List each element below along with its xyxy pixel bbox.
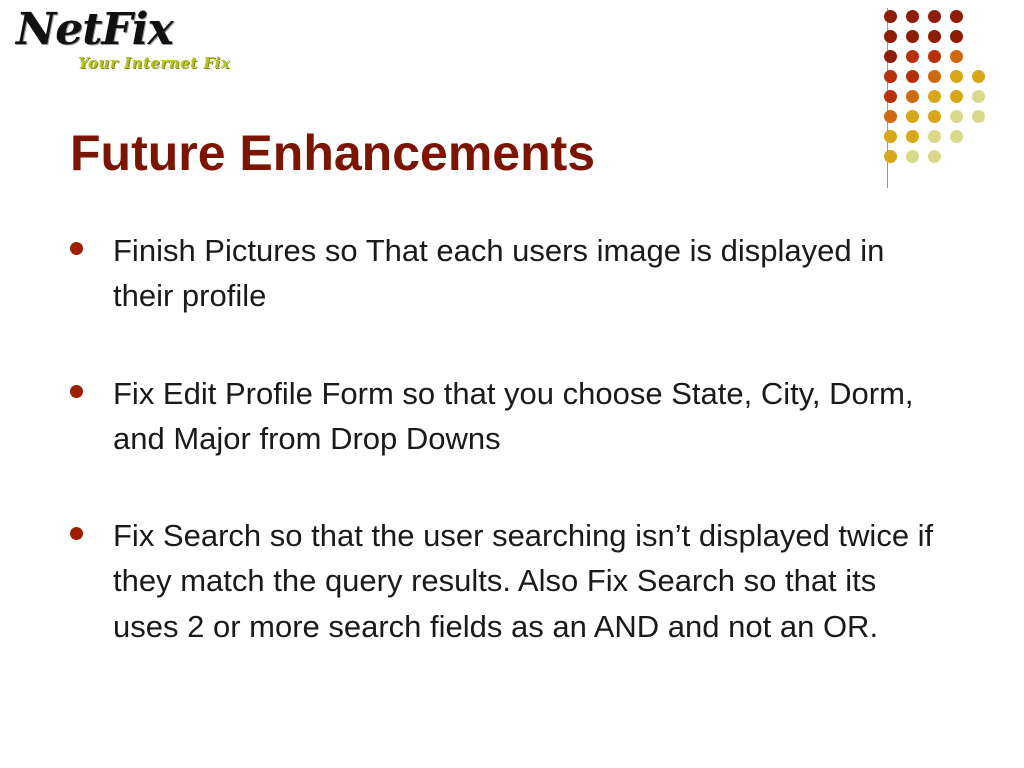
decorative-dot	[928, 150, 941, 163]
list-item	[64, 513, 944, 649]
decorative-dot	[906, 150, 919, 163]
decorative-dot	[950, 70, 963, 83]
decorative-dot	[884, 10, 897, 23]
bullet-dot-icon	[70, 385, 83, 398]
decorative-dot	[906, 30, 919, 43]
decorative-dot	[950, 10, 963, 23]
decorative-dot	[972, 110, 985, 123]
decorative-dot	[906, 90, 919, 103]
dot-grid-decoration	[884, 10, 996, 180]
decorative-dot	[928, 70, 941, 83]
decorative-dot	[906, 110, 919, 123]
bullet-dot-icon	[70, 527, 83, 540]
decorative-dot	[928, 90, 941, 103]
decorative-dot	[928, 50, 941, 63]
logo-wordmark: NetFix	[16, 4, 173, 55]
list-item-text: Finish Pictures so That each users image is displayed in their profile	[113, 233, 885, 314]
decorative-dot	[928, 110, 941, 123]
decorative-dot	[972, 90, 985, 103]
decorative-dot	[928, 10, 941, 23]
decorative-dot	[928, 30, 941, 43]
decorative-dot	[884, 130, 897, 143]
decorative-dot	[972, 70, 985, 83]
decorative-dot	[884, 30, 897, 43]
decorative-dot	[950, 110, 963, 123]
decorative-dot	[928, 130, 941, 143]
decorative-dot	[884, 90, 897, 103]
logo-tagline: Your Internet Fix	[78, 54, 231, 72]
bullet-dot-icon	[70, 242, 83, 255]
decorative-dot	[950, 50, 963, 63]
list-item-text: Fix Search so that the user searching isn’t displayed twice if they match the query results. Also Fix Search so that its uses 2 or more search fields as an AND and not an OR.	[113, 518, 934, 644]
decorative-dot	[884, 150, 897, 163]
bullet-list	[64, 228, 944, 701]
decorative-dot	[906, 130, 919, 143]
list-item-text: Fix Edit Profile Form so that you choose State, City, Dorm, and Major from Drop Downs	[113, 375, 914, 456]
decorative-dot	[950, 90, 963, 103]
page-title: Future Enhancements	[70, 125, 596, 181]
decorative-dot	[906, 70, 919, 83]
decorative-dot	[906, 50, 919, 63]
decorative-dot	[950, 30, 963, 43]
decorative-dot	[884, 50, 897, 63]
logo	[12, 4, 312, 98]
decorative-dot	[884, 70, 897, 83]
decorative-dot	[884, 110, 897, 123]
list-item	[64, 228, 944, 319]
decorative-dot	[950, 130, 963, 143]
decorative-dot	[906, 10, 919, 23]
list-item	[64, 371, 944, 462]
